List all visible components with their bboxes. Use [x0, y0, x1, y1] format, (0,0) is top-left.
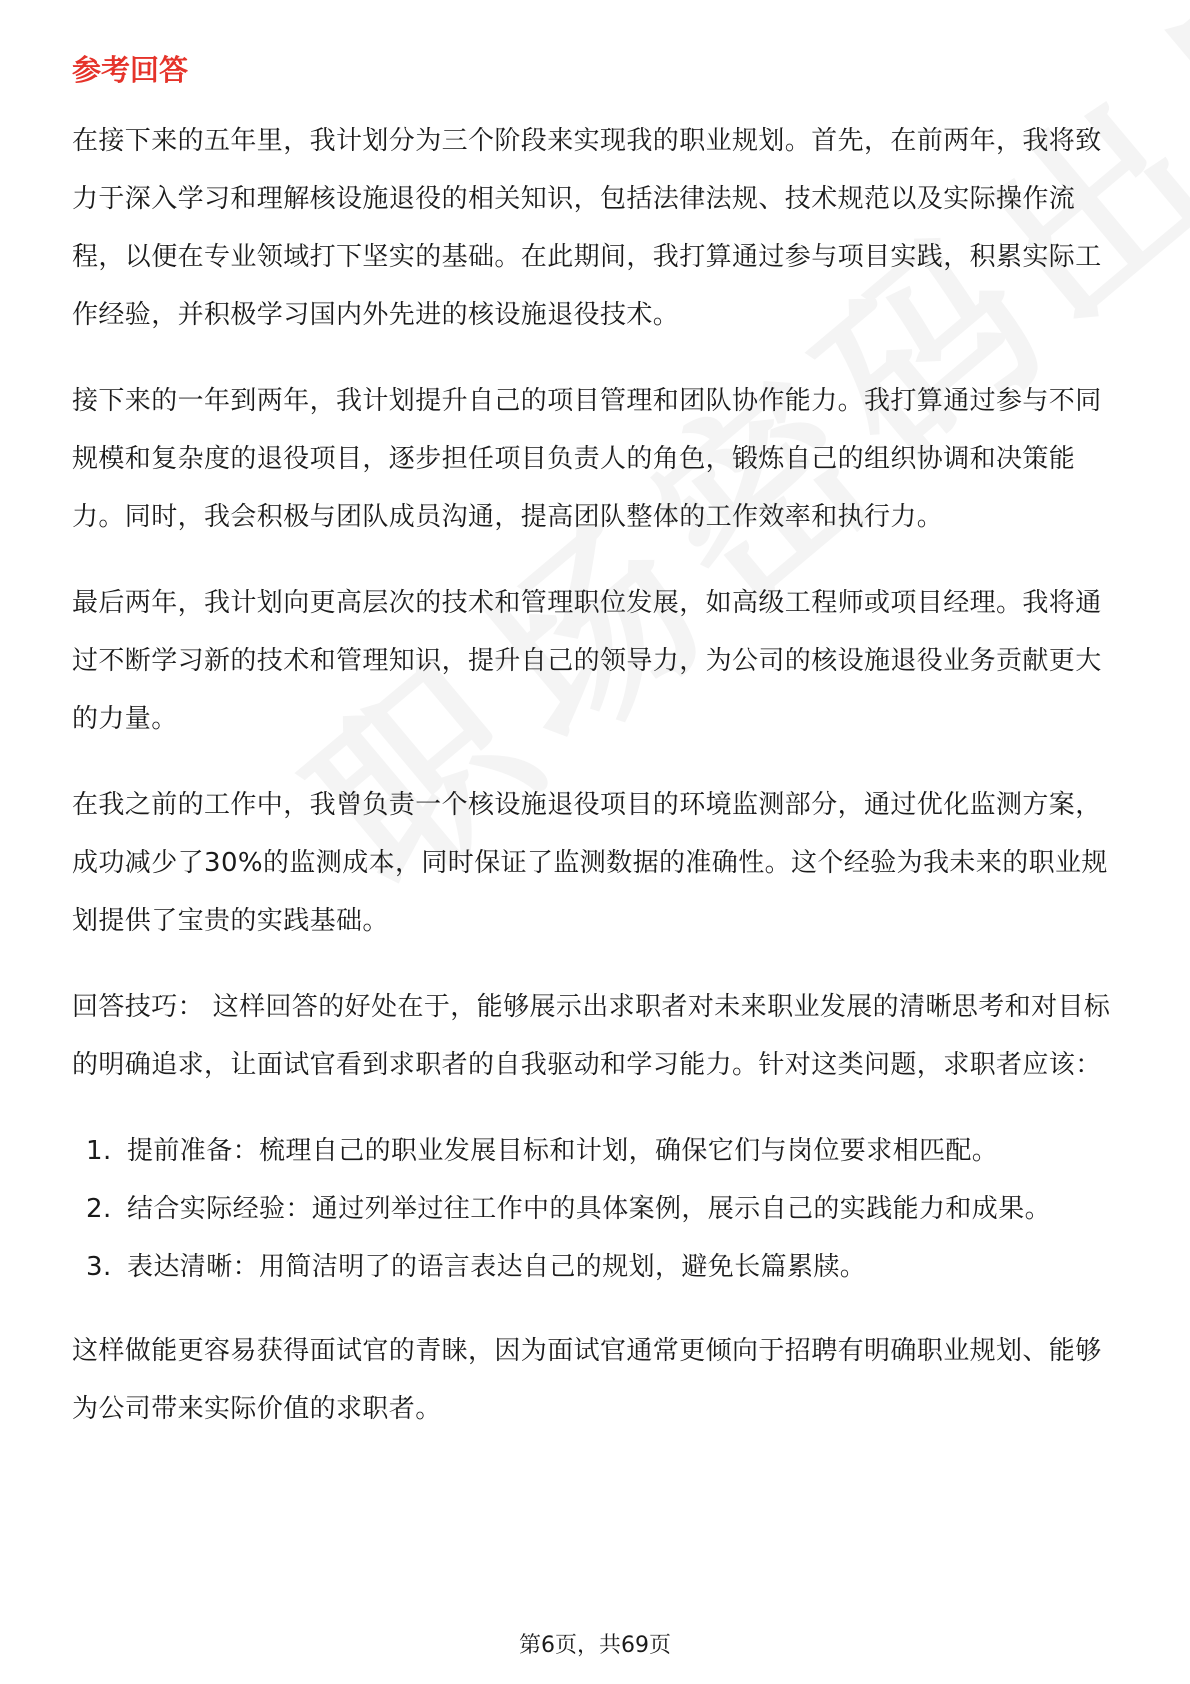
list-item	[72, 1238, 1122, 1296]
paragraph-final-years: 最后两年，我计划向更高层次的技术和管理职位发展，如高级工程师或项目经理。我将通过不断学习新的技术和管理知识，提升自己的领导力，为公司的核设施退役业务贡献更大的力量。	[72, 588, 1102, 734]
paragraph-answer-tips: 回答技巧： 这样回答的好处在于，能够展示出求职者对未来职业发展的清晰思考和对目标的明确追求，让面试官看到求职者的自我驱动和学习能力。针对这类问题，求职者应该：	[72, 992, 1111, 1080]
list-item	[72, 1122, 1122, 1180]
paragraph-plan-overview: 在接下来的五年里，我计划分为三个阶段来实现我的职业规划。首先，在前两年，我将致力于深入学习和理解核设施退役的相关知识，包括法律法规、技术规范以及实际操作流程，以便在专业领域打下坚实的基础。在此期间，我打算通过参与项目实践，积累实际工作经验，并积极学习国内外先进的核设施退役技术。	[72, 126, 1102, 330]
document-body	[72, 48, 1122, 1466]
list-number: 1.	[86, 1136, 112, 1166]
tips-list	[72, 1122, 1122, 1296]
list-text: 结合实际经验：通过列举过往工作中的具体案例，展示自己的实践能力和成果。	[127, 1194, 1052, 1224]
paragraph-management-growth: 接下来的一年到两年，我计划提升自己的项目管理和团队协作能力。我打算通过参与不同规模和复杂度的退役项目，逐步担任项目负责人的角色，锻炼自己的组织协调和决策能力。同时，我会积极与团队成员沟通，提高团队整体的工作效率和执行力。	[72, 386, 1102, 532]
list-text: 表达清晰：用简洁明了的语言表达自己的规划，避免长篇累牍。	[127, 1252, 867, 1282]
list-number: 3.	[86, 1252, 112, 1282]
list-item	[72, 1180, 1122, 1238]
list-text: 提前准备：梳理自己的职业发展目标和计划，确保它们与岗位要求相匹配。	[127, 1136, 999, 1166]
list-number: 2.	[86, 1194, 112, 1224]
paragraph-past-experience: 在我之前的工作中，我曾负责一个核设施退役项目的环境监测部分，通过优化监测方案，成功减少了30%的监测成本，同时保证了监测数据的准确性。这个经验为我未来的职业规划提供了宝贵的实践基础。	[72, 790, 1108, 936]
section-heading: 参考回答	[72, 53, 189, 87]
paragraph-closing: 这样做能更容易获得面试官的青睐，因为面试官通常更倾向于招聘有明确职业规划、能够为公司带来实际价值的求职者。	[72, 1336, 1102, 1424]
page-number: 第6页，共69页	[519, 1633, 671, 1658]
